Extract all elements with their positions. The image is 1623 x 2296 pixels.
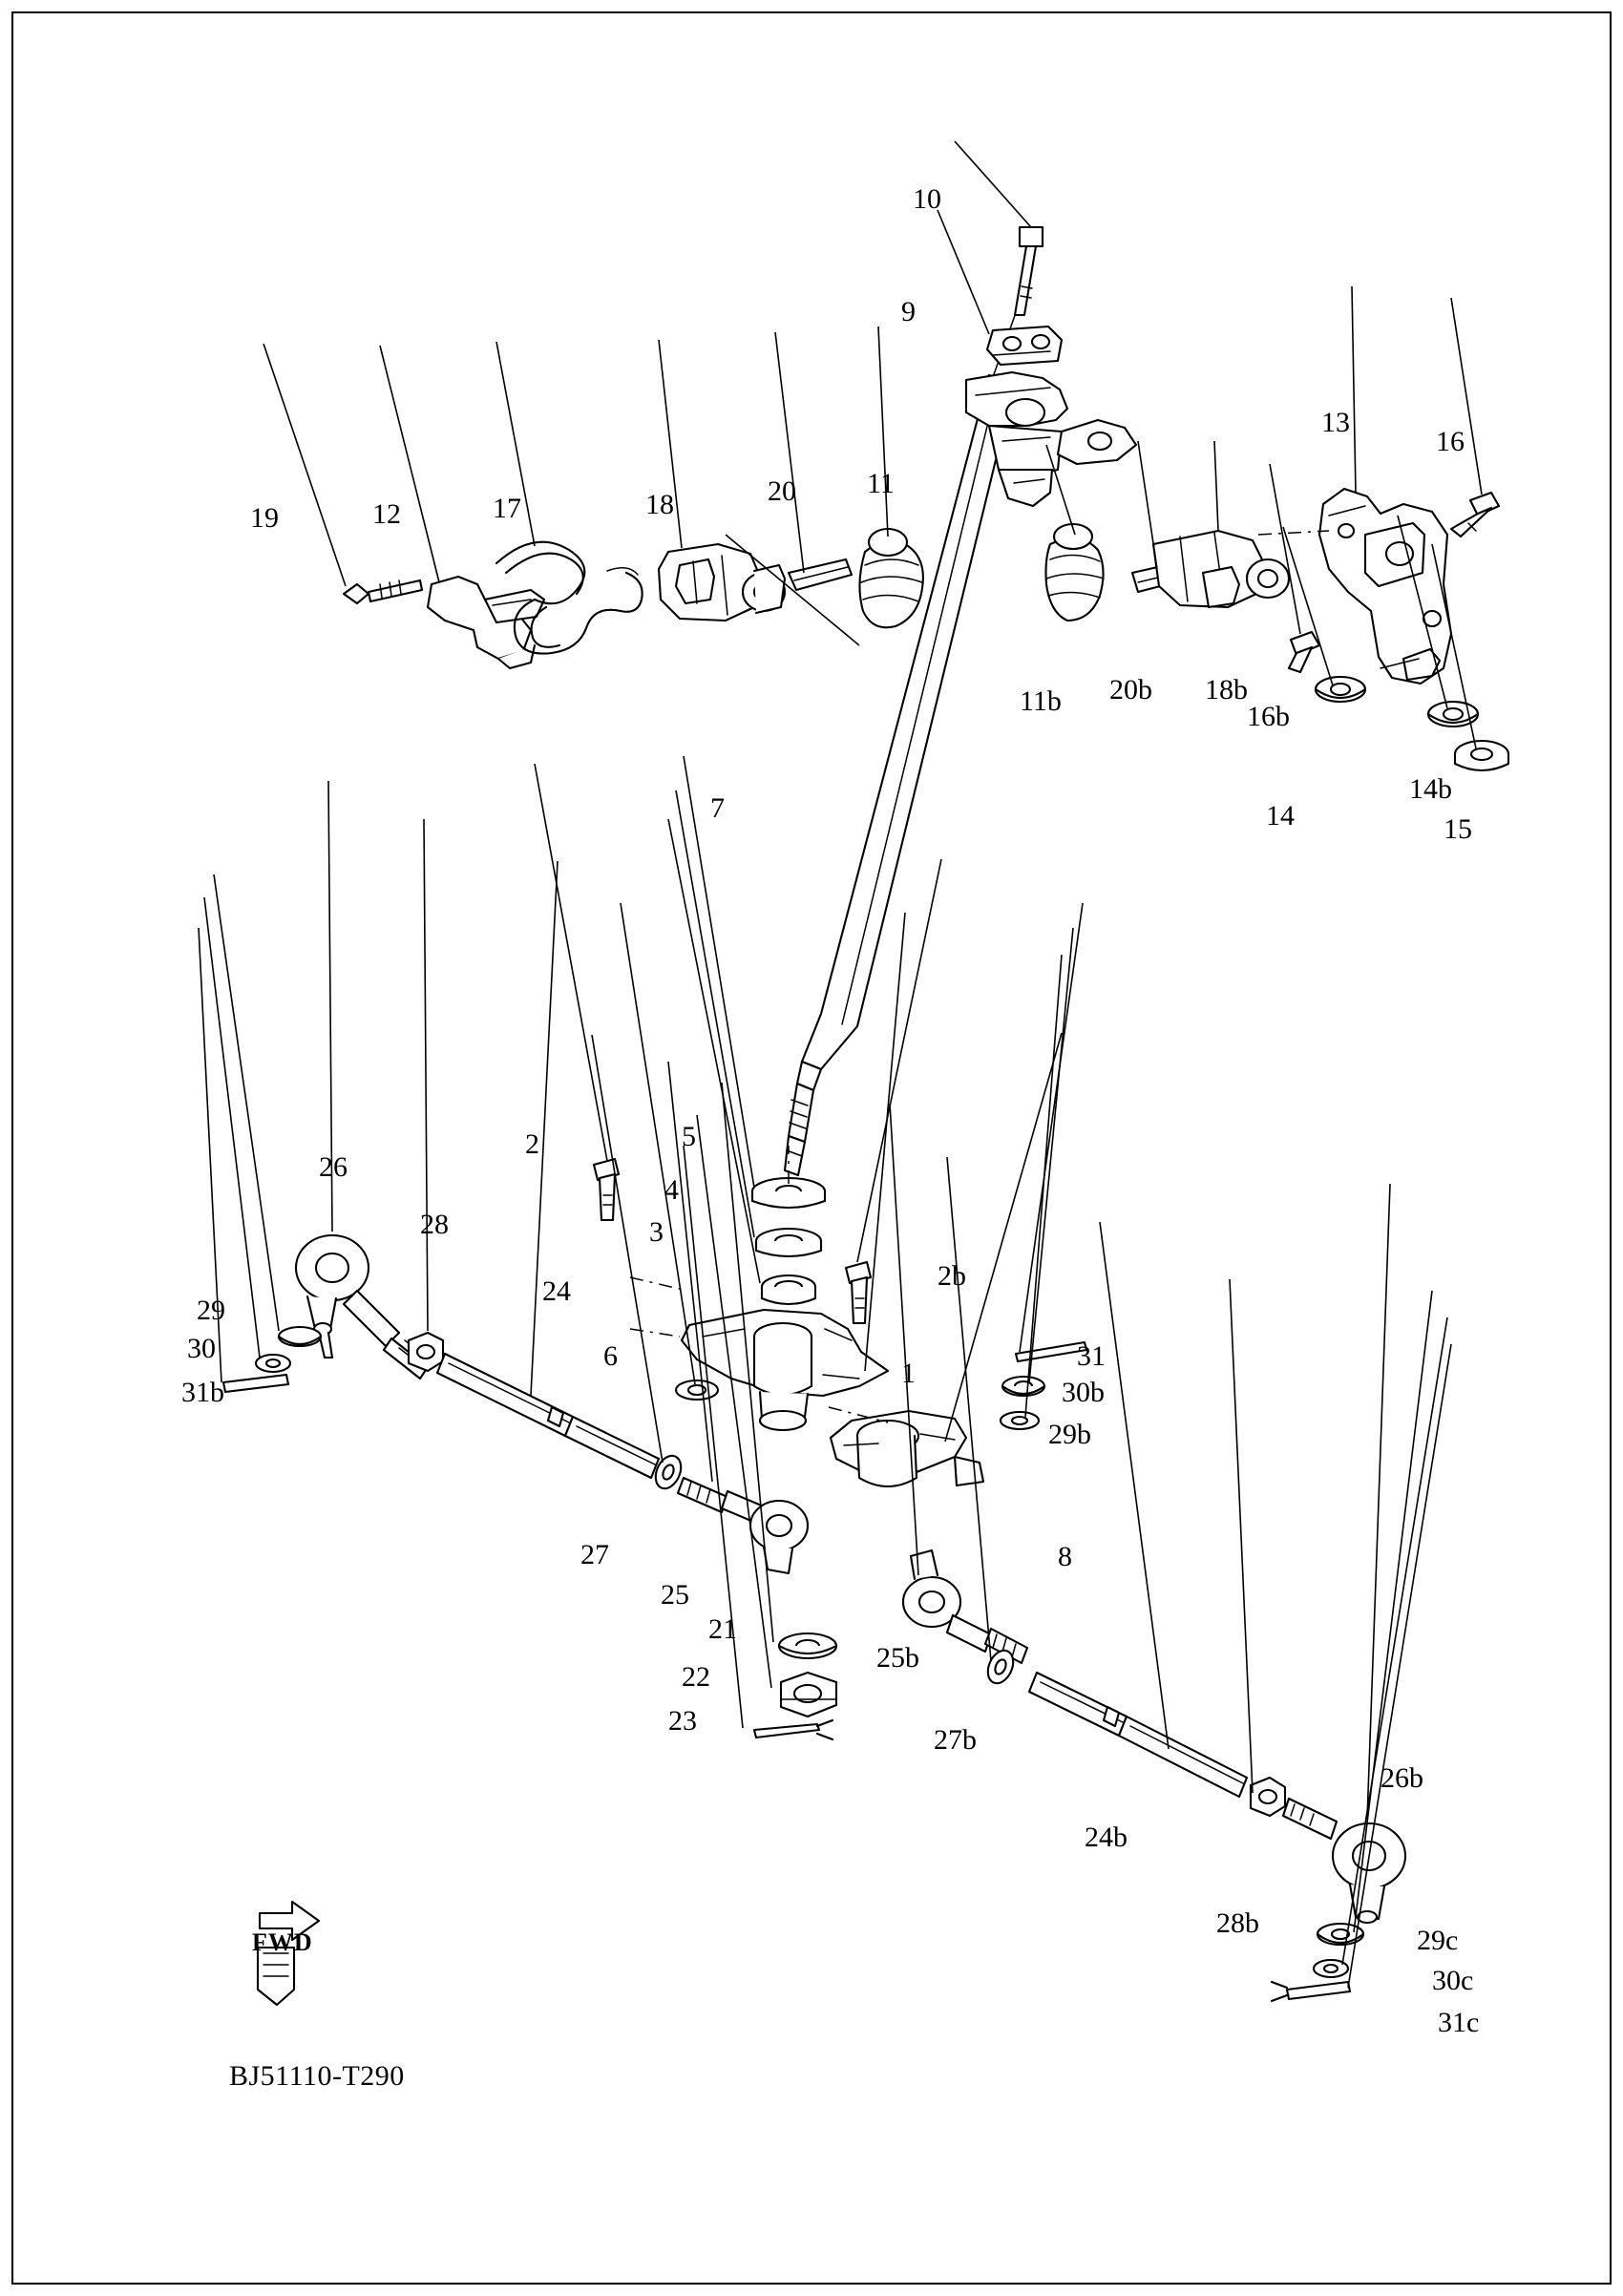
- callout-30-right-upper: 30b: [1062, 1377, 1105, 1408]
- part-24-left-tie-rod: [437, 1354, 659, 1478]
- callout-30-left: 30: [187, 1333, 216, 1364]
- part-10-bolt: [1015, 227, 1043, 315]
- part-21-washer: [779, 1633, 836, 1658]
- callout-24-right: 24b: [1085, 1822, 1128, 1853]
- part-22-nut: [781, 1673, 836, 1717]
- fwd-arrow-marker: [239, 1898, 372, 2022]
- callout-11-right: 11b: [1020, 685, 1062, 717]
- callout-7: 7: [710, 792, 725, 824]
- callout-5: 5: [682, 1121, 696, 1152]
- handlebar-holder-assembly: [966, 372, 1136, 506]
- callout-24-left: 24: [542, 1275, 571, 1307]
- part-28-right-nut: [1251, 1778, 1285, 1816]
- callout-18-left: 18: [645, 489, 674, 520]
- callout-3: 3: [649, 1216, 664, 1248]
- fwd-label: FWD: [252, 1928, 313, 1956]
- part-28-left-nut: [409, 1333, 443, 1371]
- part-23-cotter-pin: [754, 1720, 833, 1739]
- callout-8: 8: [1058, 1541, 1072, 1572]
- callout-31-right-lower: 31c: [1438, 2007, 1480, 2038]
- callout-26-left: 26: [319, 1151, 348, 1183]
- part-14-15-bushings: [1316, 677, 1508, 770]
- callout-14-left: 14: [1266, 800, 1295, 832]
- part-3-seal: [762, 1275, 815, 1304]
- drawing-code: BJ51110-T290: [229, 2060, 405, 2092]
- part-18-right-holder: [1153, 531, 1289, 607]
- callout-22: 22: [682, 1661, 710, 1693]
- callout-26-right: 26b: [1381, 1762, 1423, 1794]
- callout-27-left: 27: [580, 1539, 609, 1570]
- callout-25-right: 25b: [876, 1642, 919, 1674]
- callout-28-left: 28: [420, 1209, 449, 1240]
- callout-6: 6: [603, 1340, 618, 1372]
- part-1-stem-holder: [682, 1310, 888, 1430]
- callout-14-right: 14b: [1409, 773, 1452, 805]
- part-11-right-boot: [1046, 524, 1105, 621]
- callout-31-left: 31b: [181, 1377, 224, 1408]
- part-12-bracket: [428, 577, 544, 668]
- callout-16-top: 16: [1436, 426, 1465, 457]
- callout-17: 17: [493, 493, 521, 524]
- part-19-screw: [344, 580, 422, 603]
- callout-1: 1: [901, 1358, 916, 1389]
- callout-13: 13: [1321, 407, 1350, 438]
- callout-10: 10: [913, 183, 941, 215]
- callout-12: 12: [372, 498, 401, 530]
- callout-29-left: 29: [197, 1295, 225, 1326]
- part-25-right-rod-end: [903, 1550, 1027, 1663]
- part-4-washer: [756, 1229, 821, 1256]
- callout-27-right: 27b: [934, 1724, 977, 1756]
- part-20-left-grip: [789, 559, 852, 590]
- callout-19: 19: [250, 502, 279, 534]
- callout-23: 23: [668, 1705, 697, 1737]
- callout-4: 4: [664, 1174, 679, 1206]
- part-18-left-holder: [659, 544, 785, 621]
- part-9-holder: [987, 326, 1062, 365]
- callout-29-right-upper: 29b: [1048, 1419, 1091, 1450]
- callout-28-right: 28b: [1216, 1907, 1259, 1939]
- part-11-left-boot: [859, 529, 922, 627]
- callout-20-right: 20b: [1109, 674, 1152, 706]
- callout-31-right-upper: 31: [1077, 1340, 1106, 1372]
- callout-15: 15: [1444, 813, 1472, 845]
- callout-29-right-lower: 29c: [1417, 1925, 1459, 1956]
- callout-2-upper: 2: [525, 1128, 539, 1160]
- callout-20-left: 20: [768, 475, 796, 507]
- callout-2-lower: 2b: [938, 1260, 966, 1292]
- part-26-right-rod-end: [1272, 1799, 1405, 2001]
- part-6-washer: [676, 1380, 718, 1400]
- callout-11-left: 11: [867, 468, 895, 499]
- callout-9: 9: [901, 296, 916, 327]
- callout-25-left: 25: [661, 1579, 689, 1611]
- callout-16-mid: 16b: [1247, 701, 1290, 732]
- part-8-relay-arm: [831, 1411, 983, 1486]
- callout-21: 21: [708, 1613, 737, 1645]
- callout-18-right: 18b: [1205, 674, 1248, 706]
- callout-30-right-lower: 30c: [1432, 1965, 1474, 1996]
- part-25-left-rod-end: [678, 1478, 808, 1573]
- part-24-right-tie-rod: [1029, 1673, 1247, 1797]
